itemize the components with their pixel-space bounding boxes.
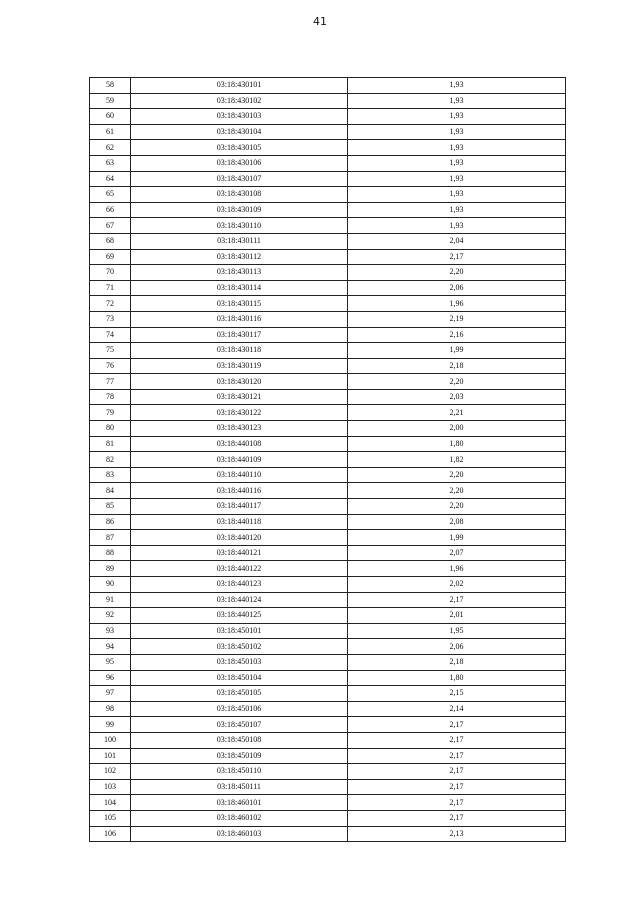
- table-row: [90, 78, 566, 94]
- row-number-cell: 83: [90, 467, 131, 483]
- cadastral-number-cell: 03:18:430120: [131, 374, 348, 390]
- table-row: [90, 717, 566, 733]
- row-number-cell: 74: [90, 327, 131, 343]
- row-number-cell: 105: [90, 810, 131, 826]
- row-number-cell: 81: [90, 436, 131, 452]
- table-row: [90, 265, 566, 281]
- row-number-cell: 70: [90, 265, 131, 281]
- cadastral-number-cell: 03:18:430111: [131, 233, 348, 249]
- value-cell: 1,93: [348, 187, 566, 203]
- cadastral-number-cell: 03:18:430106: [131, 155, 348, 171]
- table-row: [90, 639, 566, 655]
- table-row: [90, 218, 566, 234]
- table-row: [90, 171, 566, 187]
- cadastral-number-cell: 03:18:440117: [131, 499, 348, 515]
- row-number-cell: 89: [90, 561, 131, 577]
- value-cell: 2,03: [348, 389, 566, 405]
- table-row: [90, 608, 566, 624]
- table-row: [90, 810, 566, 826]
- table-row: [90, 343, 566, 359]
- cadastral-number-cell: 03:18:460103: [131, 826, 348, 842]
- table-row: [90, 764, 566, 780]
- value-cell: 1,99: [348, 343, 566, 359]
- cadastral-number-cell: 03:18:430119: [131, 358, 348, 374]
- row-number-cell: 69: [90, 249, 131, 265]
- table-row: [90, 686, 566, 702]
- table-row: [90, 421, 566, 437]
- table-row: [90, 296, 566, 312]
- row-number-cell: 79: [90, 405, 131, 421]
- row-number-cell: 90: [90, 577, 131, 593]
- value-cell: 1,93: [348, 140, 566, 156]
- value-cell: 1,93: [348, 155, 566, 171]
- cadastral-number-cell: 03:18:430114: [131, 280, 348, 296]
- row-number-cell: 103: [90, 779, 131, 795]
- cadastral-number-cell: 03:18:430113: [131, 265, 348, 281]
- value-cell: 1,93: [348, 218, 566, 234]
- value-cell: 2,17: [348, 592, 566, 608]
- row-number-cell: 84: [90, 483, 131, 499]
- value-cell: 2,19: [348, 311, 566, 327]
- cadastral-number-cell: 03:18:430107: [131, 171, 348, 187]
- table-row: [90, 202, 566, 218]
- cadastral-number-cell: 03:18:430104: [131, 124, 348, 140]
- value-cell: 2,18: [348, 358, 566, 374]
- table-row: [90, 233, 566, 249]
- cadastral-number-cell: 03:18:460102: [131, 810, 348, 826]
- table-row: [90, 483, 566, 499]
- value-cell: 2,17: [348, 810, 566, 826]
- cadastral-number-cell: 03:18:440118: [131, 514, 348, 530]
- row-number-cell: 93: [90, 623, 131, 639]
- value-cell: 2,01: [348, 608, 566, 624]
- table-row: [90, 467, 566, 483]
- table-row: [90, 452, 566, 468]
- data-table-container: [89, 77, 565, 842]
- value-cell: 1,80: [348, 670, 566, 686]
- row-number-cell: 78: [90, 389, 131, 405]
- value-cell: 1,93: [348, 109, 566, 125]
- table-row: [90, 358, 566, 374]
- cadastral-number-cell: 03:18:430118: [131, 343, 348, 359]
- data-table: [89, 77, 566, 842]
- row-number-cell: 94: [90, 639, 131, 655]
- value-cell: 1,93: [348, 78, 566, 94]
- table-row: [90, 93, 566, 109]
- row-number-cell: 59: [90, 93, 131, 109]
- row-number-cell: 97: [90, 686, 131, 702]
- value-cell: 1,93: [348, 202, 566, 218]
- table-row: [90, 795, 566, 811]
- cadastral-number-cell: 03:18:430115: [131, 296, 348, 312]
- value-cell: 1,93: [348, 124, 566, 140]
- cadastral-number-cell: 03:18:440109: [131, 452, 348, 468]
- value-cell: 1,99: [348, 530, 566, 546]
- row-number-cell: 104: [90, 795, 131, 811]
- value-cell: 2,17: [348, 779, 566, 795]
- cadastral-number-cell: 03:18:430109: [131, 202, 348, 218]
- table-row: [90, 592, 566, 608]
- value-cell: 2,08: [348, 514, 566, 530]
- cadastral-number-cell: 03:18:430112: [131, 249, 348, 265]
- table-row: [90, 249, 566, 265]
- cadastral-number-cell: 03:18:450111: [131, 779, 348, 795]
- value-cell: 2,17: [348, 748, 566, 764]
- value-cell: 2,06: [348, 639, 566, 655]
- cadastral-number-cell: 03:18:440125: [131, 608, 348, 624]
- row-number-cell: 102: [90, 764, 131, 780]
- row-number-cell: 73: [90, 311, 131, 327]
- table-row: [90, 499, 566, 515]
- value-cell: 2,17: [348, 717, 566, 733]
- cadastral-number-cell: 03:18:450105: [131, 686, 348, 702]
- cadastral-number-cell: 03:18:440122: [131, 561, 348, 577]
- table-row: [90, 779, 566, 795]
- cadastral-number-cell: 03:18:430110: [131, 218, 348, 234]
- value-cell: 2,20: [348, 265, 566, 281]
- table-row: [90, 748, 566, 764]
- cadastral-number-cell: 03:18:430121: [131, 389, 348, 405]
- cadastral-number-cell: 03:18:430116: [131, 311, 348, 327]
- row-number-cell: 58: [90, 78, 131, 94]
- value-cell: 2,20: [348, 499, 566, 515]
- cadastral-number-cell: 03:18:450103: [131, 654, 348, 670]
- cadastral-number-cell: 03:18:440110: [131, 467, 348, 483]
- value-cell: 2,17: [348, 249, 566, 265]
- value-cell: 2,00: [348, 421, 566, 437]
- table-row: [90, 654, 566, 670]
- row-number-cell: 66: [90, 202, 131, 218]
- table-row: [90, 530, 566, 546]
- cadastral-number-cell: 03:18:440108: [131, 436, 348, 452]
- row-number-cell: 72: [90, 296, 131, 312]
- value-cell: 1,93: [348, 171, 566, 187]
- table-row: [90, 311, 566, 327]
- table-row: [90, 124, 566, 140]
- value-cell: 2,20: [348, 374, 566, 390]
- cadastral-number-cell: 03:18:430105: [131, 140, 348, 156]
- value-cell: 2,15: [348, 686, 566, 702]
- cadastral-number-cell: 03:18:450108: [131, 732, 348, 748]
- table-row: [90, 405, 566, 421]
- row-number-cell: 61: [90, 124, 131, 140]
- cadastral-number-cell: 03:18:430117: [131, 327, 348, 343]
- row-number-cell: 100: [90, 732, 131, 748]
- table-row: [90, 389, 566, 405]
- row-number-cell: 65: [90, 187, 131, 203]
- cadastral-number-cell: 03:18:430123: [131, 421, 348, 437]
- cadastral-number-cell: 03:18:450109: [131, 748, 348, 764]
- table-row: [90, 732, 566, 748]
- table-row: [90, 140, 566, 156]
- row-number-cell: 77: [90, 374, 131, 390]
- row-number-cell: 82: [90, 452, 131, 468]
- value-cell: 2,18: [348, 654, 566, 670]
- value-cell: 1,93: [348, 93, 566, 109]
- value-cell: 2,20: [348, 483, 566, 499]
- cadastral-number-cell: 03:18:440124: [131, 592, 348, 608]
- table-row: [90, 826, 566, 842]
- cadastral-number-cell: 03:18:440120: [131, 530, 348, 546]
- value-cell: 2,21: [348, 405, 566, 421]
- row-number-cell: 88: [90, 545, 131, 561]
- value-cell: 1,96: [348, 296, 566, 312]
- table-row: [90, 280, 566, 296]
- table-body: [90, 78, 566, 842]
- cadastral-number-cell: 03:18:430103: [131, 109, 348, 125]
- value-cell: 2,17: [348, 764, 566, 780]
- cadastral-number-cell: 03:18:430101: [131, 78, 348, 94]
- table-row: [90, 155, 566, 171]
- cadastral-number-cell: 03:18:450107: [131, 717, 348, 733]
- cadastral-number-cell: 03:18:450104: [131, 670, 348, 686]
- table-row: [90, 561, 566, 577]
- row-number-cell: 98: [90, 701, 131, 717]
- row-number-cell: 64: [90, 171, 131, 187]
- cadastral-number-cell: 03:18:450102: [131, 639, 348, 655]
- table-row: [90, 577, 566, 593]
- row-number-cell: 92: [90, 608, 131, 624]
- value-cell: 2,14: [348, 701, 566, 717]
- row-number-cell: 101: [90, 748, 131, 764]
- row-number-cell: 68: [90, 233, 131, 249]
- row-number-cell: 85: [90, 499, 131, 515]
- cadastral-number-cell: 03:18:440123: [131, 577, 348, 593]
- table-row: [90, 514, 566, 530]
- page-number: 41: [313, 15, 327, 28]
- table-row: [90, 436, 566, 452]
- table-row: [90, 701, 566, 717]
- value-cell: 2,16: [348, 327, 566, 343]
- row-number-cell: 60: [90, 109, 131, 125]
- cadastral-number-cell: 03:18:450101: [131, 623, 348, 639]
- row-number-cell: 63: [90, 155, 131, 171]
- value-cell: 2,04: [348, 233, 566, 249]
- value-cell: 2,13: [348, 826, 566, 842]
- cadastral-number-cell: 03:18:430102: [131, 93, 348, 109]
- value-cell: 2,06: [348, 280, 566, 296]
- value-cell: 2,17: [348, 795, 566, 811]
- row-number-cell: 106: [90, 826, 131, 842]
- cadastral-number-cell: 03:18:440116: [131, 483, 348, 499]
- row-number-cell: 87: [90, 530, 131, 546]
- row-number-cell: 99: [90, 717, 131, 733]
- table-row: [90, 109, 566, 125]
- row-number-cell: 86: [90, 514, 131, 530]
- row-number-cell: 67: [90, 218, 131, 234]
- row-number-cell: 75: [90, 343, 131, 359]
- table-row: [90, 670, 566, 686]
- cadastral-number-cell: 03:18:440121: [131, 545, 348, 561]
- row-number-cell: 80: [90, 421, 131, 437]
- value-cell: 1,80: [348, 436, 566, 452]
- value-cell: 1,95: [348, 623, 566, 639]
- value-cell: 2,02: [348, 577, 566, 593]
- table-row: [90, 545, 566, 561]
- cadastral-number-cell: 03:18:430122: [131, 405, 348, 421]
- row-number-cell: 71: [90, 280, 131, 296]
- cadastral-number-cell: 03:18:430108: [131, 187, 348, 203]
- table-row: [90, 374, 566, 390]
- row-number-cell: 76: [90, 358, 131, 374]
- value-cell: 2,17: [348, 732, 566, 748]
- row-number-cell: 62: [90, 140, 131, 156]
- cadastral-number-cell: 03:18:460101: [131, 795, 348, 811]
- cadastral-number-cell: 03:18:450110: [131, 764, 348, 780]
- row-number-cell: 95: [90, 654, 131, 670]
- value-cell: 2,20: [348, 467, 566, 483]
- value-cell: 2,07: [348, 545, 566, 561]
- cadastral-number-cell: 03:18:450106: [131, 701, 348, 717]
- table-row: [90, 327, 566, 343]
- table-row: [90, 187, 566, 203]
- row-number-cell: 91: [90, 592, 131, 608]
- value-cell: 1,96: [348, 561, 566, 577]
- table-row: [90, 623, 566, 639]
- row-number-cell: 96: [90, 670, 131, 686]
- value-cell: 1,82: [348, 452, 566, 468]
